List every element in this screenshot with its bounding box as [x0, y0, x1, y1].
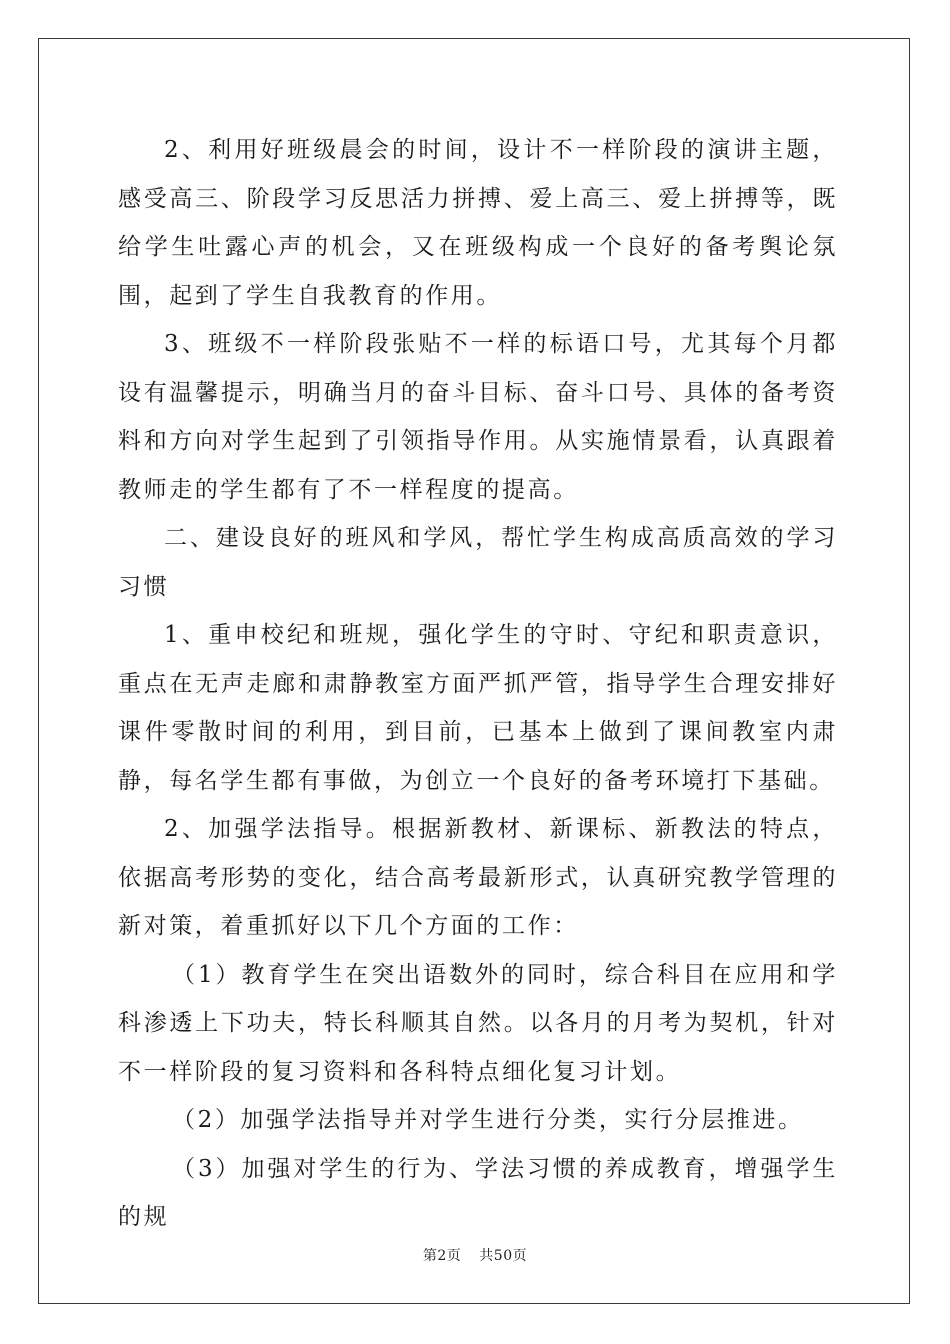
paragraph-study-guidance: 2、加强学法指导。根据新教材、新课标、新教法的特点，依据高考形势的变化，结合高考最新形式，认真研究教学管理的新对策，着重抓好以下几个方面的工作： [118, 816, 838, 939]
section-heading-class-style: 二、建设良好的班风和学风，帮忙学生构成高质高效的学习习惯 [118, 525, 838, 600]
paragraph-morning-meeting: 2、利用好班级晨会的时间，设计不一样阶段的演讲主题，感受高三、阶段学习反思活力拼搏、爱上高三、爱上拼搏等，既给学生吐露心声的机会，又在班级构成一个良好的备考舆论氛围，起到了学生自我教育的作用。 [118, 137, 838, 309]
page-total: 共50页 [479, 1248, 528, 1264]
list-item-2: （2）加强学法指导并对学生进行分类，实行分层推进。 [172, 1107, 804, 1133]
page-number: 第2页 [422, 1248, 462, 1264]
list-item-3: （3）加强对学生的行为、学法习惯的养成教育，增强学生的规 [118, 1155, 838, 1230]
paragraph-discipline: 1、重申校纪和班规，强化学生的守时、守纪和职责意识，重点在无声走廊和肃静教室方面严抓严管，指导学生合理安排好课件零散时间的利用，到目前，已基本上做到了课间教室内肃静，每名学生都有事做，为创立一个良好的备考环境打下基础。 [118, 622, 838, 794]
paragraph-slogans: 3、班级不一样阶段张贴不一样的标语口号，尤其每个月都设有温馨提示，明确当月的奋斗目标、奋斗口号、具体的备考资料和方向对学生起到了引领指导作用。从实施情景看，认真跟着教师走的学生都有了不一样程度的提高。 [118, 331, 838, 503]
page-footer [0, 1245, 950, 1265]
document-body [118, 126, 838, 1242]
list-item-1: （1）教育学生在突出语数外的同时，综合科目在应用和学科渗透上下功夫，特长科顺其自然。以各月的月考为契机，针对不一样阶段的复习资料和各科特点细化复习计划。 [118, 961, 838, 1085]
